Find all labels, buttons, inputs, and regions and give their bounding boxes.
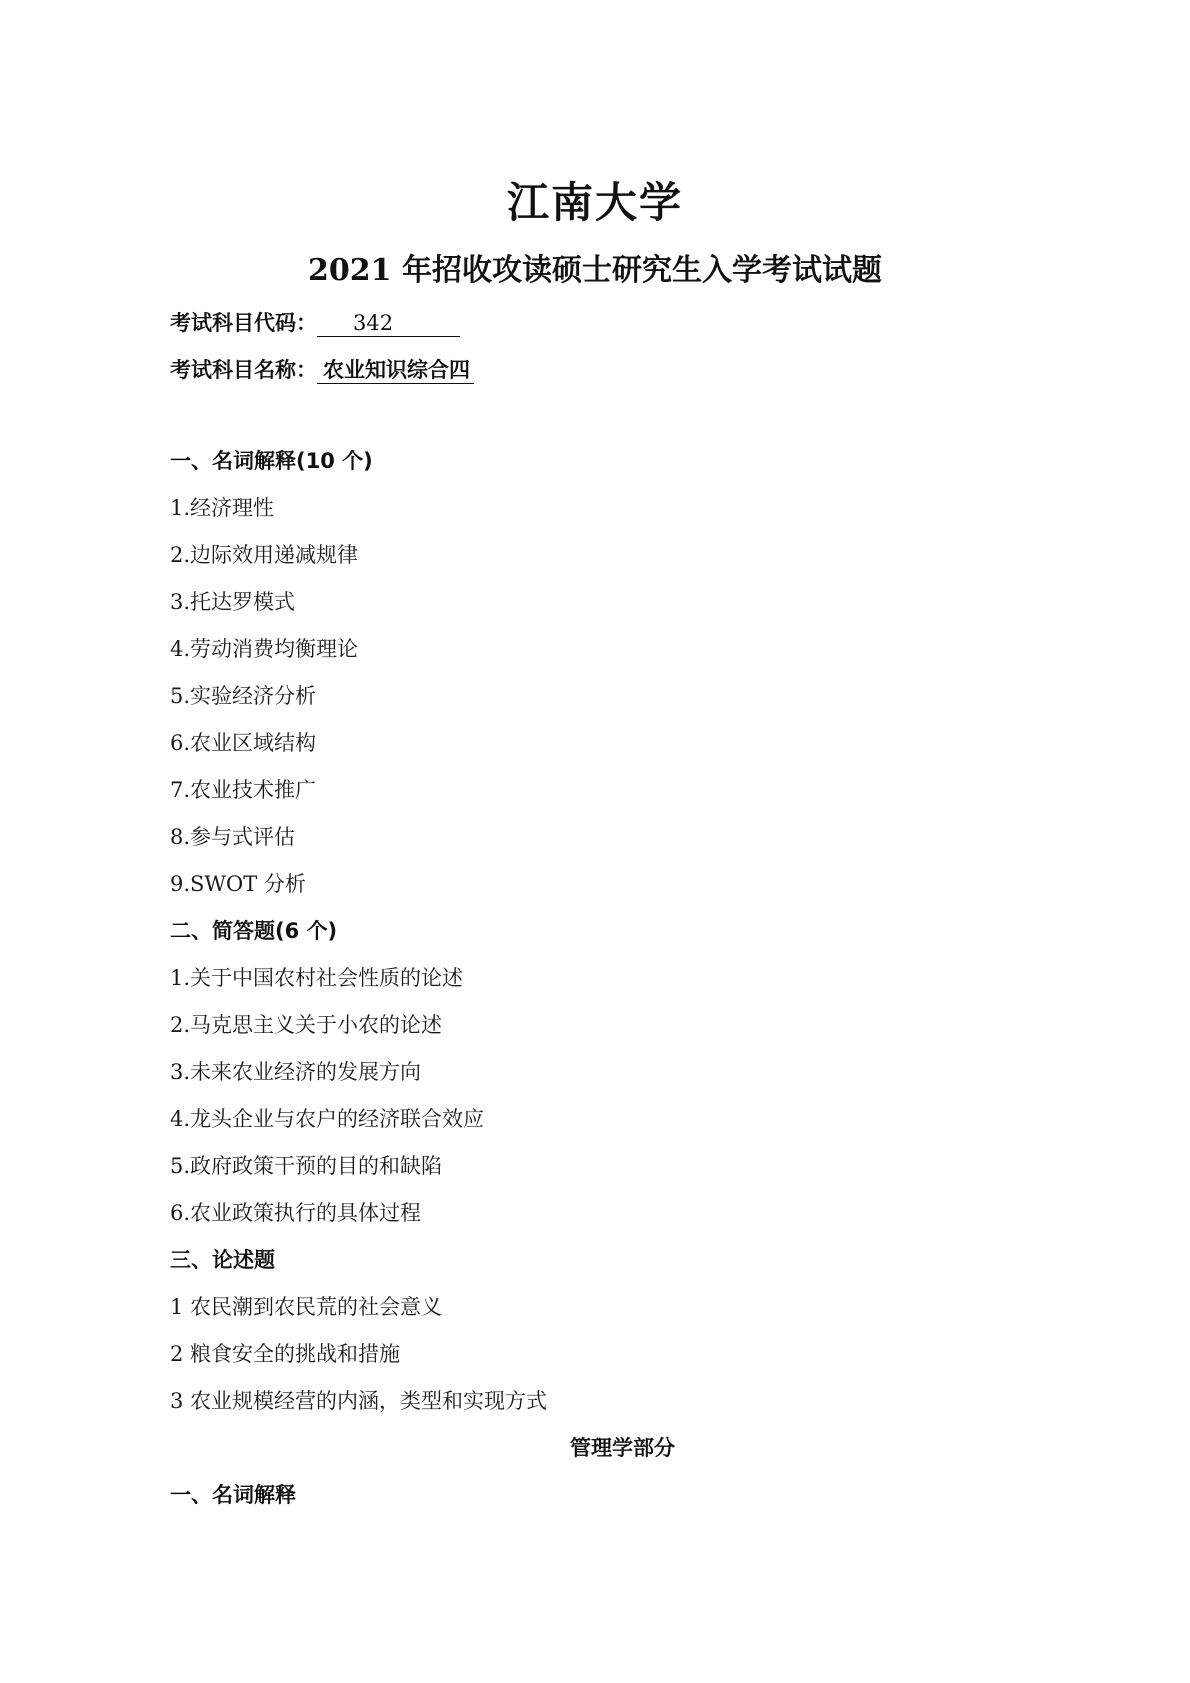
management-section1-heading: 一、名词解释 — [170, 1483, 296, 1507]
management-part-heading: 管理学部分 — [570, 1436, 675, 1460]
section2-item: 5.政府政策干预的目的和缺陷 — [170, 1154, 443, 1178]
section2-heading: 二、简答题(6 个) — [170, 919, 338, 943]
subject-code-value: 342 — [317, 311, 460, 337]
section2-item: 4.龙头企业与农户的经济联合效应 — [170, 1107, 485, 1131]
section1-item: 3.托达罗模式 — [170, 590, 296, 614]
section1-item: 6.农业区域结构 — [170, 731, 317, 755]
section1-item: 1.经济理性 — [170, 496, 275, 520]
section3-item: 1 农民潮到农民荒的社会意义 — [170, 1295, 443, 1319]
section2-item: 3.未来农业经济的发展方向 — [170, 1060, 422, 1084]
subject-name-row — [170, 354, 474, 384]
section1-item: 5.实验经济分析 — [170, 684, 317, 708]
exam-title: 2021 年招收攻读硕士研究生入学考试试题 — [308, 253, 882, 288]
section1-item: 2.边际效用递减规律 — [170, 543, 359, 567]
section2-item: 2.马克思主义关于小农的论述 — [170, 1013, 443, 1037]
subject-name-value: 农业知识综合四 — [317, 358, 474, 384]
section2-item: 1.关于中国农村社会性质的论述 — [170, 966, 464, 990]
section3-item: 3 农业规模经营的内涵，类型和实现方式 — [170, 1389, 548, 1413]
section1-item: 8.参与式评估 — [170, 825, 296, 849]
section1-item: 4.劳动消费均衡理论 — [170, 637, 359, 661]
section3-heading: 三、论述题 — [170, 1248, 275, 1272]
subject-code-row — [170, 307, 460, 337]
section2-item: 6.农业政策执行的具体过程 — [170, 1201, 422, 1225]
section1-item: 9.SWOT 分析 — [170, 872, 306, 896]
section3-item: 2 粮食安全的挑战和措施 — [170, 1342, 401, 1366]
section1-item: 7.农业技术推广 — [170, 778, 317, 802]
section1-heading: 一、名词解释(10 个) — [170, 449, 373, 473]
subject-code-label: 考试科目代码： — [170, 311, 317, 335]
university-title: 江南大学 — [506, 178, 683, 227]
subject-name-label: 考试科目名称： — [170, 358, 317, 382]
